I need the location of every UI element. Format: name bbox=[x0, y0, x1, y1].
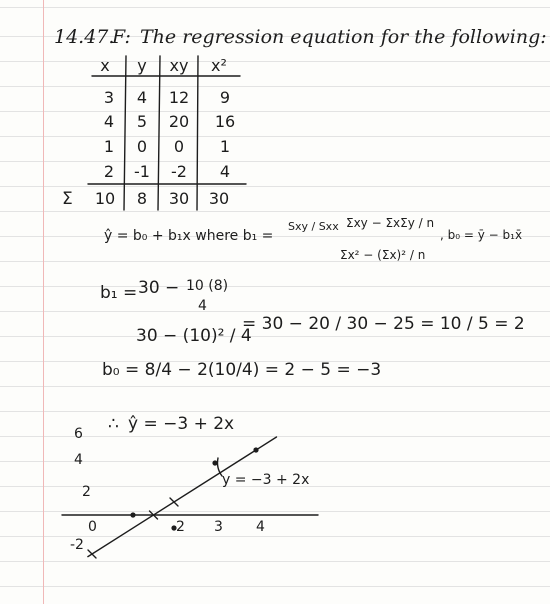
table-cell: 20 bbox=[168, 112, 190, 131]
table-cell: -1 bbox=[134, 162, 150, 181]
regression-line bbox=[88, 437, 277, 557]
table-cell: 3 bbox=[103, 88, 115, 107]
b0-calculation: b₀ = 8/4 − 2(10/4) = 2 − 5 = −3 bbox=[102, 360, 382, 380]
x-tick-label: 2 bbox=[176, 519, 185, 535]
y-tick-label: 2 bbox=[82, 484, 91, 500]
x-tick-label: 4 bbox=[256, 519, 265, 535]
data-point bbox=[253, 447, 258, 452]
formula-b0: , b₀ = ȳ − b₁x̄ bbox=[440, 228, 523, 242]
formula-numerator: Σxy − ΣxΣy / n bbox=[346, 216, 435, 230]
table-cell: -2 bbox=[171, 162, 187, 181]
b1-numerator: 30 − bbox=[138, 278, 180, 298]
table-cell: 4 bbox=[219, 162, 231, 181]
table-cell: 9 bbox=[219, 88, 231, 107]
formula-ratio: Sxy / Sxx bbox=[288, 220, 339, 233]
problem-label: F: bbox=[112, 26, 131, 48]
table-cell: 0 bbox=[173, 137, 185, 156]
table-cell: 0 bbox=[136, 137, 148, 156]
table-cell: 16 bbox=[214, 112, 236, 131]
formula-denominator: Σx² − (Σx)² / n bbox=[340, 248, 426, 262]
table-cell: 1 bbox=[103, 137, 115, 156]
y-tick-label: -2 bbox=[70, 537, 84, 553]
table-cell: 5 bbox=[136, 112, 148, 131]
b1-inner-denominator: 4 bbox=[198, 298, 207, 314]
line-tick-mark bbox=[88, 550, 96, 558]
table-header-y: y bbox=[137, 56, 147, 75]
table-cell: 2 bbox=[103, 162, 115, 181]
y-tick-label: 6 bbox=[74, 426, 83, 442]
table-header-x2: x² bbox=[211, 56, 227, 75]
table-cell: 4 bbox=[103, 112, 115, 131]
b1-steps: = 30 − 20 / 30 − 25 = 10 / 5 = 2 bbox=[242, 314, 525, 334]
table-cell: 4 bbox=[136, 88, 148, 107]
line-label: y = −3 + 2x bbox=[222, 472, 310, 488]
b1-denominator: 30 − (10)² / 4 bbox=[136, 326, 252, 346]
table-sum: 30 bbox=[208, 189, 230, 208]
data-point bbox=[130, 512, 135, 517]
b1-lhs: b₁ = bbox=[100, 283, 138, 303]
regression-equation: ŷ = −3 + 2x bbox=[128, 414, 235, 434]
table-cell: 1 bbox=[219, 137, 231, 156]
y-tick-label: 4 bbox=[74, 452, 83, 468]
table-sum: 8 bbox=[136, 189, 148, 208]
table-sum: 30 bbox=[168, 189, 190, 208]
problem-text: The regression equation for the following: bbox=[140, 26, 547, 48]
b1-inner-numerator: 10 (8) bbox=[186, 278, 229, 294]
table-header-x: x bbox=[100, 56, 110, 75]
table-header-xy: xy bbox=[169, 56, 189, 75]
x-tick-label: 0 bbox=[88, 519, 97, 535]
table-sum: 10 bbox=[94, 189, 116, 208]
formula-lhs: ŷ = b₀ + b₁x where b₁ = bbox=[104, 228, 274, 244]
therefore-symbol: ∴ bbox=[108, 414, 119, 434]
line-tick-mark bbox=[170, 498, 178, 506]
sum-symbol: Σ bbox=[62, 189, 73, 209]
table-cell: 12 bbox=[168, 88, 190, 107]
problem-number: 14.47. bbox=[54, 26, 115, 48]
x-tick-label: 3 bbox=[214, 519, 223, 535]
